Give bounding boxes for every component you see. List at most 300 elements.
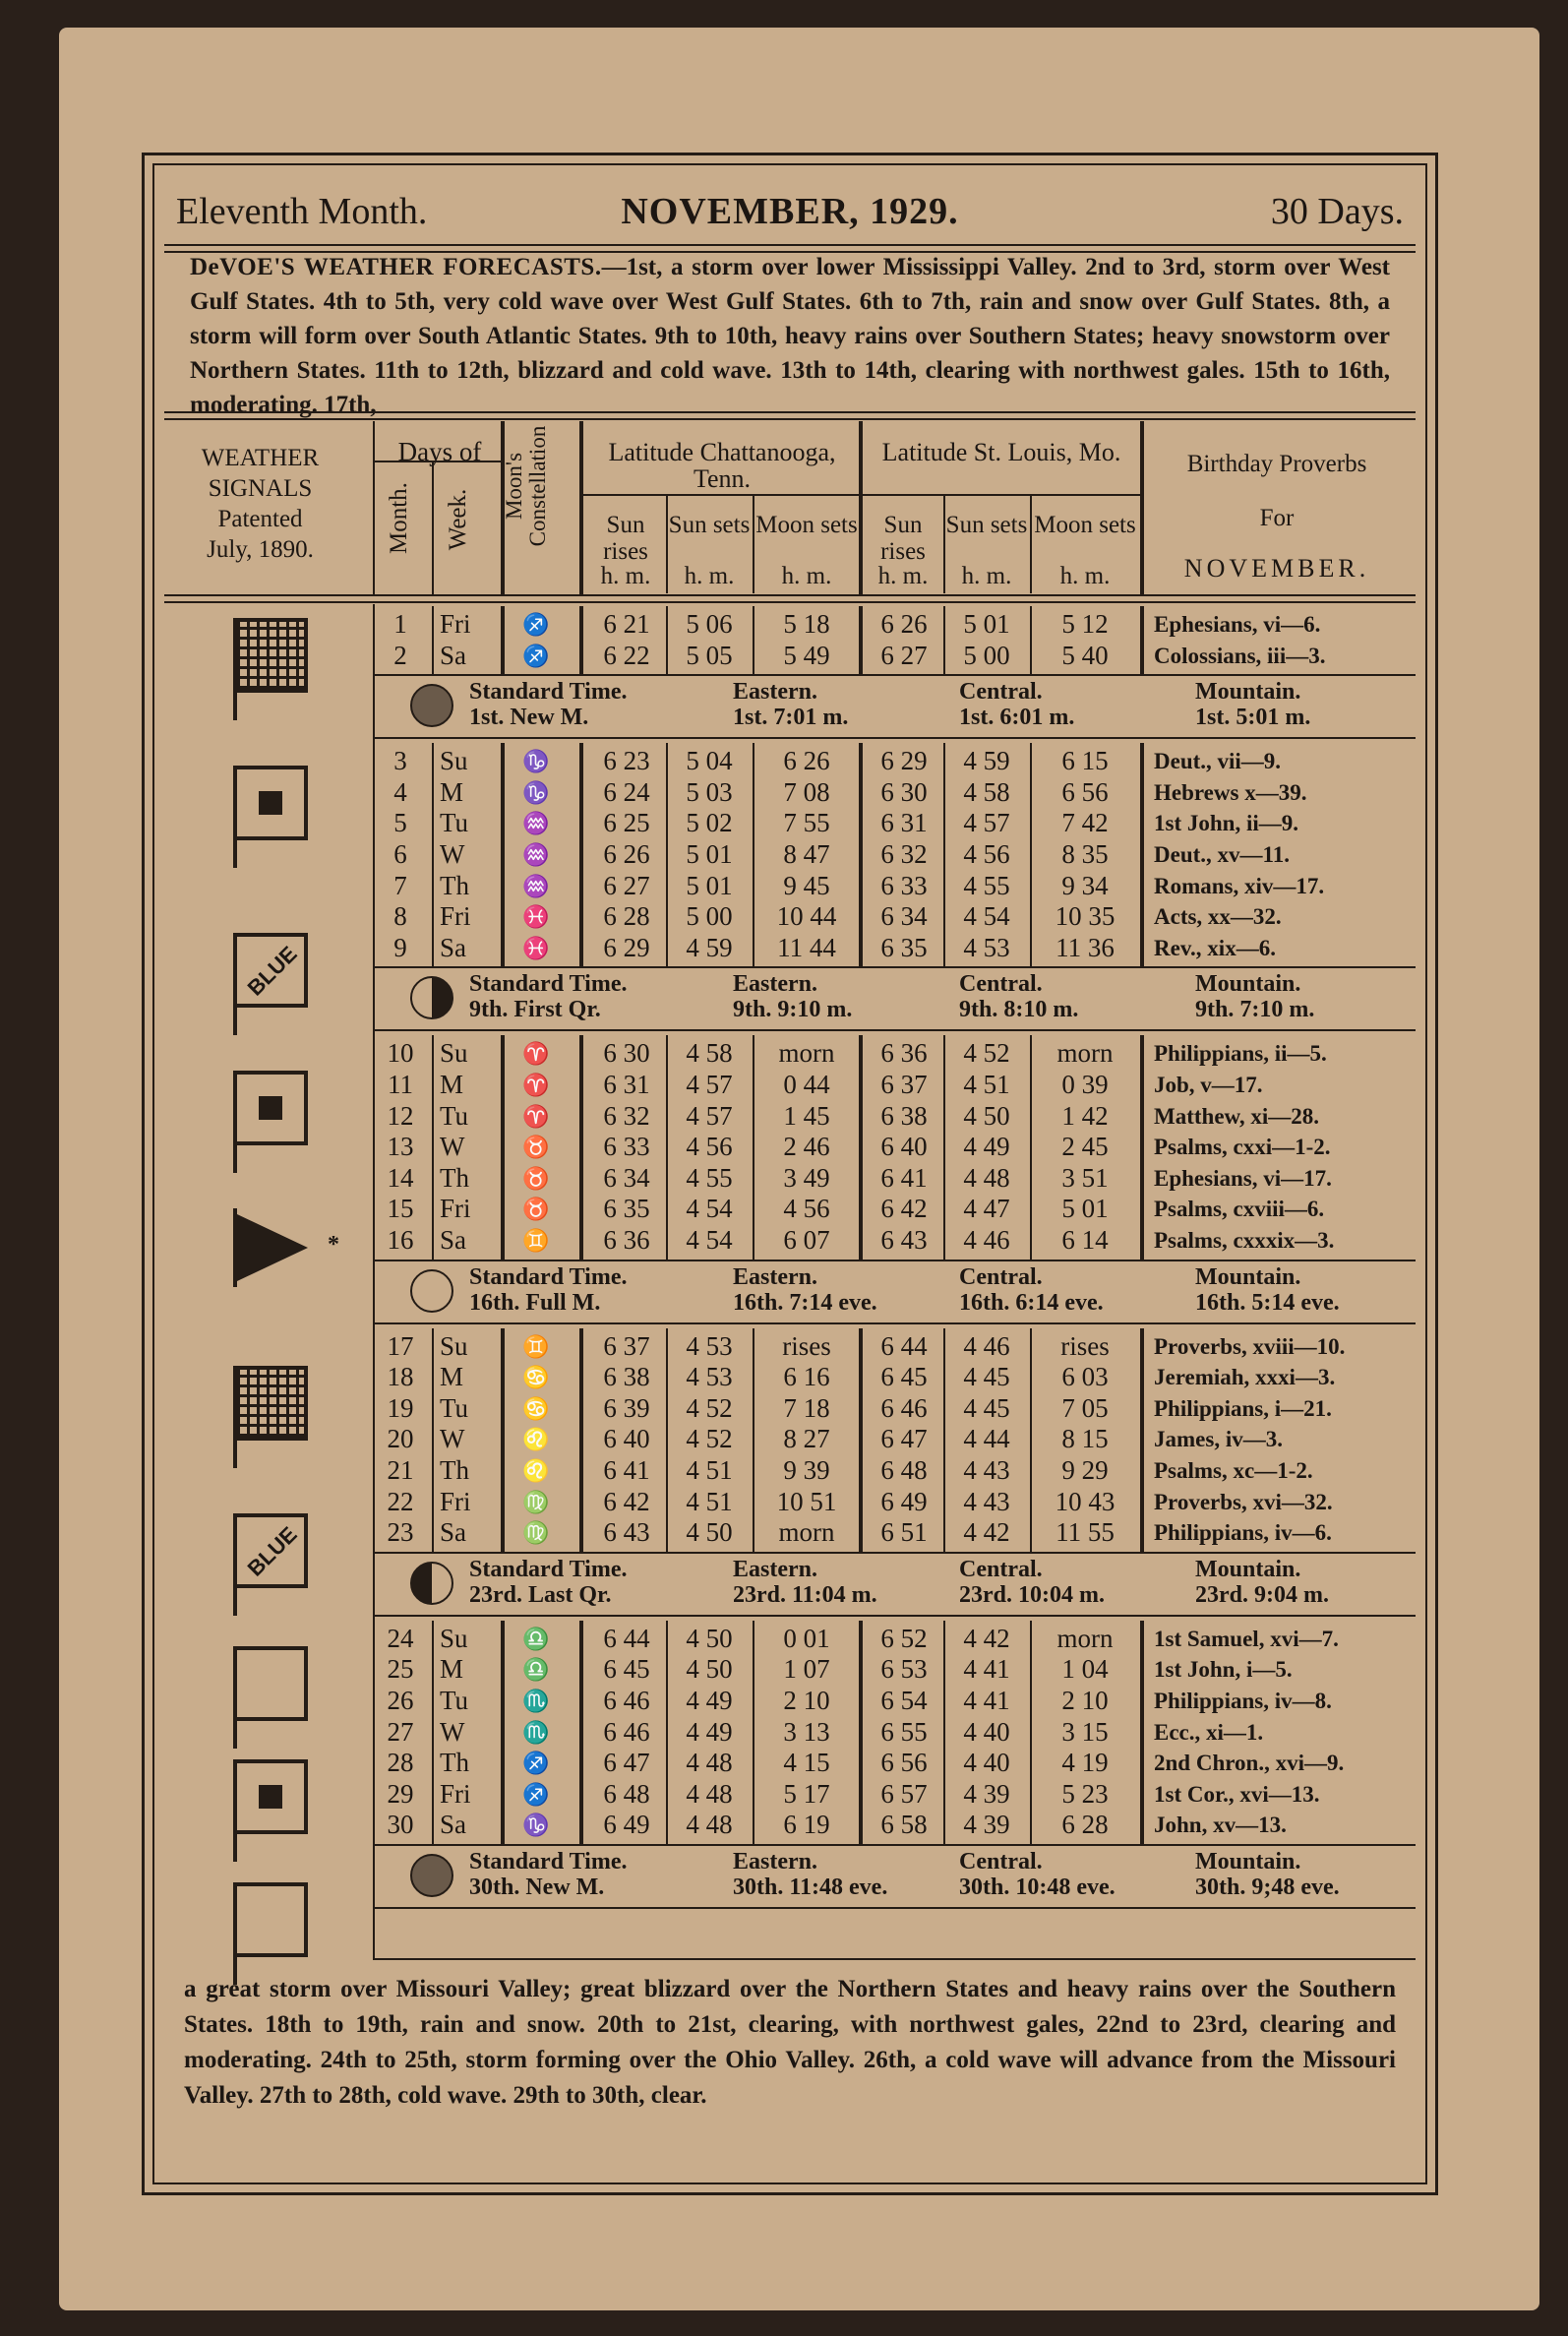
vline bbox=[432, 461, 434, 594]
vline bbox=[666, 495, 668, 593]
time-cell: morn bbox=[1056, 1038, 1114, 1069]
day-of-month: 10 bbox=[387, 1038, 414, 1069]
table-row bbox=[154, 610, 1425, 639]
day-of-month: 15 bbox=[387, 1194, 414, 1224]
day-of-week: Th bbox=[440, 1748, 469, 1778]
signals-label-4: July, 1890. bbox=[207, 536, 314, 563]
hm-1: h. m. bbox=[600, 563, 651, 589]
time-cell: 6 48 bbox=[880, 1455, 928, 1485]
phase-bottom-rule bbox=[373, 1322, 1416, 1324]
header-days: 30 Days. bbox=[1270, 191, 1404, 232]
time-cell: 6 26 bbox=[603, 839, 650, 869]
birthday-proverb: Psalms, cxxxix—3. bbox=[1154, 1228, 1335, 1253]
column-rule bbox=[1030, 743, 1032, 966]
table-row bbox=[154, 1394, 1425, 1423]
day-of-week: Su bbox=[440, 1330, 468, 1361]
table-row bbox=[154, 1687, 1425, 1715]
time-cell: 4 58 bbox=[686, 1038, 733, 1069]
time-cell: 5 00 bbox=[963, 640, 1010, 670]
time-cell: 0 01 bbox=[783, 1623, 830, 1653]
birthday-proverb: Ephesians, vi—6. bbox=[1154, 612, 1321, 637]
column-rule bbox=[432, 606, 434, 674]
column-rule bbox=[859, 1035, 863, 1259]
time-cell: 6 30 bbox=[603, 1038, 650, 1069]
day-of-month: 16 bbox=[387, 1225, 414, 1255]
table-row bbox=[154, 1071, 1425, 1099]
birthday-proverb: Psalms, xc—1-2. bbox=[1154, 1458, 1313, 1483]
day-of-month: 26 bbox=[387, 1686, 414, 1715]
time-cell: 4 54 bbox=[686, 1194, 733, 1224]
time-cell: 6 25 bbox=[603, 808, 650, 838]
column-rule bbox=[943, 606, 945, 674]
phase-time-e2: 30th. 11:48 eve. bbox=[733, 1875, 888, 1900]
time-cell: 4 48 bbox=[963, 1162, 1010, 1193]
time-cell: 2 45 bbox=[1061, 1132, 1109, 1162]
time-cell: 4 42 bbox=[963, 1623, 1010, 1653]
vline bbox=[373, 421, 375, 594]
vline bbox=[501, 421, 505, 594]
day-of-month: 2 bbox=[393, 640, 407, 670]
birthday-proverb: Hebrews x—39. bbox=[1154, 779, 1307, 805]
time-cell: 4 52 bbox=[963, 1038, 1010, 1069]
phase-top-rule bbox=[373, 1844, 1416, 1846]
vline bbox=[1030, 495, 1032, 593]
day-of-week: W bbox=[440, 1132, 465, 1162]
day-of-month: 29 bbox=[387, 1778, 414, 1809]
column-rule bbox=[1140, 1035, 1144, 1259]
time-cell: 8 35 bbox=[1061, 839, 1109, 869]
time-cell: 4 49 bbox=[963, 1132, 1010, 1162]
column-rule bbox=[666, 1035, 668, 1259]
time-cell: 6 40 bbox=[880, 1132, 928, 1162]
blue-flag-label: BLUE bbox=[242, 1521, 302, 1581]
proverbs-month: NOVEMBER. bbox=[1183, 554, 1370, 583]
time-cell: 4 52 bbox=[686, 1424, 733, 1454]
page-header bbox=[176, 190, 1404, 233]
birthday-proverb: Jeremiah, xxxi—3. bbox=[1154, 1365, 1336, 1390]
time-cell: 6 27 bbox=[603, 870, 650, 900]
time-cell: 1 07 bbox=[783, 1654, 830, 1685]
time-cell: 4 39 bbox=[963, 1810, 1010, 1840]
phase-time-c1: Central. bbox=[959, 679, 1043, 706]
phase-time-c1: Central. bbox=[959, 1263, 1043, 1290]
day-of-week: Th bbox=[440, 1455, 469, 1485]
day-of-month: 17 bbox=[387, 1330, 414, 1361]
day-of-week: Fri bbox=[440, 609, 471, 639]
sunrise-header-1: Sun rises bbox=[603, 512, 648, 565]
time-cell: 6 38 bbox=[880, 1100, 928, 1131]
flag-pole bbox=[233, 1517, 237, 1616]
phase-time-l2: 23rd. Last Qr. bbox=[469, 1581, 612, 1608]
weather-signal-flag bbox=[233, 1882, 308, 1957]
phase-time-c2: 1st. 6:01 m. bbox=[959, 705, 1075, 731]
phase-time-c1: Central. bbox=[959, 971, 1043, 998]
time-cell: 6 58 bbox=[880, 1810, 928, 1840]
table-row bbox=[154, 809, 1425, 837]
column-rule bbox=[432, 1328, 434, 1552]
moon-constellation-icon: ♊ bbox=[522, 1333, 550, 1359]
vline bbox=[753, 495, 754, 593]
flag-pole bbox=[233, 1075, 237, 1173]
phase-time-l2: 1st. New M. bbox=[469, 705, 589, 731]
proverbs-for: For bbox=[1259, 505, 1295, 531]
day-of-week: Sa bbox=[440, 1810, 466, 1840]
time-cell: 11 55 bbox=[1055, 1517, 1115, 1548]
day-of-week: Sa bbox=[440, 932, 466, 962]
birthday-proverb: Philippians, iv—8. bbox=[1154, 1689, 1332, 1713]
moon-phase-band bbox=[379, 1848, 1416, 1903]
time-cell: 4 42 bbox=[963, 1517, 1010, 1548]
table-row bbox=[154, 642, 1425, 670]
phase-time-m2: 23rd. 9:04 m. bbox=[1195, 1581, 1329, 1608]
vline bbox=[1140, 421, 1144, 594]
column-header-rule bbox=[164, 594, 1416, 603]
time-cell: 8 15 bbox=[1061, 1424, 1109, 1454]
time-cell: 6 21 bbox=[603, 609, 650, 639]
birthday-proverb: Job, v—17. bbox=[1154, 1073, 1263, 1097]
time-cell: 6 14 bbox=[1061, 1225, 1109, 1255]
column-rule bbox=[943, 1328, 945, 1552]
day-of-month: 13 bbox=[387, 1132, 414, 1162]
day-of-month: 23 bbox=[387, 1517, 414, 1548]
birthday-proverb: Deut., vii—9. bbox=[1154, 749, 1282, 774]
table-row bbox=[154, 747, 1425, 775]
birthday-proverb: Ecc., xi—1. bbox=[1154, 1719, 1264, 1745]
column-rule bbox=[859, 1328, 863, 1552]
phase-time-e1: Eastern. bbox=[733, 1556, 817, 1582]
time-cell: 3 49 bbox=[783, 1162, 830, 1193]
column-rule bbox=[753, 1328, 754, 1552]
moon-constellation-icon: ♏ bbox=[522, 1719, 550, 1745]
time-cell: 5 04 bbox=[686, 746, 733, 776]
moon-constellation-icon: ♒ bbox=[522, 873, 550, 898]
moon-constellation-icon: ♓ bbox=[522, 935, 550, 960]
time-cell: 4 54 bbox=[963, 901, 1010, 932]
day-of-week: M bbox=[440, 1070, 464, 1099]
sunset-header-2: Sun sets bbox=[945, 512, 1028, 538]
time-cell: 6 29 bbox=[880, 746, 928, 776]
phase-time-c2: 9th. 8:10 m. bbox=[959, 997, 1079, 1023]
table-row bbox=[154, 934, 1425, 962]
time-cell: 5 03 bbox=[686, 776, 733, 807]
time-cell: 4 54 bbox=[686, 1225, 733, 1255]
time-cell: 6 34 bbox=[880, 901, 928, 932]
moon-constellation-icon: ♑ bbox=[522, 1813, 550, 1838]
time-cell: 6 29 bbox=[603, 932, 650, 962]
time-cell: 6 33 bbox=[603, 1132, 650, 1162]
birthday-proverb: Romans, xiv—17. bbox=[1154, 873, 1325, 898]
table-row bbox=[154, 778, 1425, 807]
flag-pole bbox=[233, 1370, 237, 1468]
column-rule bbox=[666, 606, 668, 674]
time-cell: 4 40 bbox=[963, 1748, 1010, 1778]
sunrise-header-2: Sun rises bbox=[880, 512, 926, 565]
weather-signal-flag bbox=[233, 1513, 308, 1588]
weather-forecast-text bbox=[190, 250, 1390, 422]
time-cell: 4 57 bbox=[686, 1070, 733, 1099]
time-cell: 8 47 bbox=[783, 839, 830, 869]
time-cell: 5 06 bbox=[686, 609, 733, 639]
column-rule bbox=[1030, 1328, 1032, 1552]
phase-top-rule bbox=[373, 674, 1416, 676]
time-cell: 4 48 bbox=[686, 1778, 733, 1809]
time-cell: 7 55 bbox=[783, 808, 830, 838]
time-cell: 6 26 bbox=[880, 609, 928, 639]
time-cell: 5 05 bbox=[686, 640, 733, 670]
day-of-week: Fri bbox=[440, 901, 471, 932]
day-of-month: 14 bbox=[387, 1162, 414, 1193]
moon-constellation-icon: ♐ bbox=[522, 612, 550, 637]
column-rule bbox=[501, 606, 505, 674]
time-cell: morn bbox=[1056, 1623, 1114, 1653]
table-row bbox=[154, 1332, 1425, 1361]
birthday-proverb: Ephesians, vi—17. bbox=[1154, 1165, 1332, 1191]
day-of-month: 28 bbox=[387, 1748, 414, 1778]
days-of-header: Days of bbox=[397, 437, 482, 466]
moon-constellation-icon: ♉ bbox=[522, 1165, 550, 1191]
table-row bbox=[154, 1425, 1425, 1453]
time-cell: 4 53 bbox=[963, 932, 1010, 962]
time-cell: 6 41 bbox=[603, 1455, 650, 1485]
time-cell: 6 24 bbox=[603, 776, 650, 807]
phase-top-rule bbox=[373, 966, 1416, 968]
hline bbox=[579, 494, 1140, 496]
time-cell: 9 29 bbox=[1061, 1455, 1109, 1485]
time-cell: morn bbox=[778, 1517, 835, 1548]
column-rule bbox=[501, 1328, 505, 1552]
time-cell: 9 34 bbox=[1061, 870, 1109, 900]
day-of-week: Fri bbox=[440, 1778, 471, 1809]
moon-constellation-icon: ♑ bbox=[522, 749, 550, 774]
day-of-month: 21 bbox=[387, 1455, 414, 1485]
time-cell: 6 57 bbox=[880, 1778, 928, 1809]
table-row bbox=[154, 1780, 1425, 1809]
column-rule bbox=[753, 743, 754, 966]
day-of-week: Sa bbox=[440, 1225, 466, 1255]
time-cell: 6 52 bbox=[880, 1623, 928, 1653]
time-cell: 4 59 bbox=[686, 932, 733, 962]
day-of-month: 4 bbox=[393, 776, 407, 807]
moon-constellation-header: Moon's Constellation bbox=[502, 425, 550, 547]
time-cell: 5 23 bbox=[1061, 1778, 1109, 1809]
column-rule bbox=[943, 1621, 945, 1844]
time-cell: 0 39 bbox=[1061, 1070, 1109, 1099]
hm-5: h. m. bbox=[961, 563, 1012, 589]
time-cell: 4 56 bbox=[963, 839, 1010, 869]
time-cell: 8 27 bbox=[783, 1424, 830, 1454]
moon-phase-band bbox=[379, 970, 1416, 1025]
column-rule bbox=[579, 606, 583, 674]
day-of-week: Su bbox=[440, 1623, 468, 1653]
time-cell: 6 43 bbox=[880, 1225, 928, 1255]
day-of-week: M bbox=[440, 1362, 464, 1392]
column-rule bbox=[432, 1621, 434, 1844]
time-cell: 1 45 bbox=[783, 1100, 830, 1131]
birthday-proverb: Psalms, cxviii—6. bbox=[1154, 1197, 1325, 1222]
column-rule bbox=[859, 1621, 863, 1844]
time-cell: 5 49 bbox=[783, 640, 830, 670]
time-cell: 2 10 bbox=[783, 1686, 830, 1715]
month-header: Month. bbox=[386, 482, 412, 554]
day-of-week: Su bbox=[440, 746, 468, 776]
table-row bbox=[154, 1039, 1425, 1068]
birthday-proverb: James, iv—3. bbox=[1154, 1427, 1283, 1452]
birthday-proverb: Psalms, cxxi—1-2. bbox=[1154, 1135, 1331, 1160]
table-row bbox=[154, 1488, 1425, 1516]
table-row bbox=[154, 1195, 1425, 1223]
time-cell: 6 44 bbox=[880, 1330, 928, 1361]
phase-bottom-rule bbox=[373, 1615, 1416, 1617]
column-rule bbox=[1140, 1328, 1144, 1552]
moon-constellation-icon: ♏ bbox=[522, 1689, 550, 1713]
day-of-week: M bbox=[440, 1654, 464, 1685]
time-cell: 4 51 bbox=[686, 1455, 733, 1485]
time-cell: 4 51 bbox=[963, 1070, 1010, 1099]
time-cell: 10 35 bbox=[1055, 901, 1116, 932]
time-cell: 2 46 bbox=[783, 1132, 830, 1162]
forecast-body: —1st, a storm over lower Mississippi Valley. 2nd to 3rd, storm over West Gulf States. 4th to 5th, very cold wave over West Gulf States. 6th to 7th, rain and snow over Gulf States. 8th, a storm will form over South Atlantic States. 9th to 10th, heavy rains over Southern States; heavy snowstorm over Northern States. 11th to 12th, blizzard and cold wave. 13th to 14th, clearing with northwest gales. 15th to 16th, moderating. 17th, bbox=[190, 254, 1391, 418]
day-of-month: 9 bbox=[393, 932, 407, 962]
phase-time-l2: 9th. First Qr. bbox=[469, 997, 601, 1023]
time-cell: 4 50 bbox=[686, 1654, 733, 1685]
time-cell: 6 39 bbox=[603, 1392, 650, 1423]
phase-time-l2: 30th. New M. bbox=[469, 1875, 605, 1900]
time-cell: 6 32 bbox=[603, 1100, 650, 1131]
phase-time-m1: Mountain. bbox=[1195, 1556, 1301, 1582]
signals-label-1: WEATHER bbox=[201, 445, 320, 471]
time-cell: 6 55 bbox=[880, 1716, 928, 1747]
day-of-week: W bbox=[440, 1716, 465, 1747]
time-cell: 6 31 bbox=[880, 808, 928, 838]
time-cell: 6 47 bbox=[880, 1424, 928, 1454]
moon-constellation-icon: ♎ bbox=[522, 1657, 550, 1683]
header-month-number: Eleventh Month. bbox=[176, 191, 428, 232]
day-of-month: 19 bbox=[387, 1392, 414, 1423]
time-cell: 7 05 bbox=[1061, 1392, 1109, 1423]
time-cell: 5 02 bbox=[686, 808, 733, 838]
time-cell: 4 59 bbox=[963, 746, 1010, 776]
birthday-proverb: Colossians, iii—3. bbox=[1154, 643, 1326, 668]
column-rule bbox=[859, 606, 863, 674]
day-of-week: Fri bbox=[440, 1486, 471, 1516]
flag-pole bbox=[233, 769, 237, 868]
moon-constellation-icon: ♐ bbox=[522, 1781, 550, 1807]
time-cell: 4 53 bbox=[686, 1362, 733, 1392]
column-rule bbox=[501, 1035, 505, 1259]
time-cell: 4 55 bbox=[686, 1162, 733, 1193]
page-frame bbox=[142, 153, 1438, 2195]
day-of-month: 27 bbox=[387, 1716, 414, 1747]
table-row bbox=[154, 1718, 1425, 1747]
forecast-rule bbox=[164, 411, 1416, 420]
table-row bbox=[154, 1749, 1425, 1777]
phase-time-l1: Standard Time. bbox=[469, 1263, 628, 1290]
flag-pole bbox=[233, 1886, 237, 1985]
time-cell: 6 33 bbox=[880, 870, 928, 900]
phase-time-m1: Mountain. bbox=[1195, 971, 1301, 998]
moon-constellation-icon: ♒ bbox=[522, 811, 550, 836]
table-row bbox=[154, 1811, 1425, 1839]
column-rule bbox=[501, 1621, 505, 1844]
column-rule bbox=[943, 743, 945, 966]
moon-constellation-icon: ♉ bbox=[522, 1197, 550, 1222]
time-cell: 4 41 bbox=[963, 1686, 1010, 1715]
hm-6: h. m. bbox=[1059, 563, 1111, 589]
moon-constellation-icon: ♑ bbox=[522, 779, 550, 805]
moon-phase-band bbox=[379, 678, 1416, 733]
table-left-rule bbox=[373, 604, 375, 1958]
day-of-month: 25 bbox=[387, 1654, 414, 1685]
time-cell: 6 49 bbox=[880, 1486, 928, 1516]
phase-time-m2: 30th. 9;48 eve. bbox=[1195, 1875, 1340, 1900]
hm-2: h. m. bbox=[684, 563, 735, 589]
day-of-month: 18 bbox=[387, 1362, 414, 1392]
time-cell: 6 47 bbox=[603, 1748, 650, 1778]
day-of-month: 6 bbox=[393, 839, 407, 869]
birthday-proverb: Acts, xx—32. bbox=[1154, 904, 1282, 930]
time-cell: 4 57 bbox=[963, 808, 1010, 838]
time-cell: 5 17 bbox=[783, 1778, 830, 1809]
birthday-proverb: Rev., xix—6. bbox=[1154, 935, 1276, 960]
column-rule bbox=[753, 606, 754, 674]
column-rule bbox=[753, 1621, 754, 1844]
time-cell: 4 45 bbox=[963, 1362, 1010, 1392]
day-of-week: Tu bbox=[440, 1392, 469, 1423]
time-cell: 6 22 bbox=[603, 640, 650, 670]
time-cell: 6 46 bbox=[880, 1392, 928, 1423]
phase-time-e2: 16th. 7:14 eve. bbox=[733, 1289, 877, 1316]
column-rule bbox=[1030, 1621, 1032, 1844]
flag-pole bbox=[233, 937, 237, 1035]
time-cell: 4 47 bbox=[963, 1194, 1010, 1224]
time-cell: 6 48 bbox=[603, 1778, 650, 1809]
time-cell: 6 34 bbox=[603, 1162, 650, 1193]
column-rule bbox=[666, 1621, 668, 1844]
moon-constellation-icon: ♊ bbox=[522, 1228, 550, 1253]
phase-time-m2: 9th. 7:10 m. bbox=[1195, 997, 1315, 1023]
star-mark: * bbox=[328, 1232, 339, 1258]
phase-time-c2: 30th. 10:48 eve. bbox=[959, 1875, 1116, 1900]
moon-constellation-icon: ♐ bbox=[522, 643, 550, 668]
phase-time-e2: 23rd. 11:04 m. bbox=[733, 1581, 877, 1608]
phase-time-l1: Standard Time. bbox=[469, 1849, 628, 1875]
phase-time-c1: Central. bbox=[959, 1556, 1043, 1582]
time-cell: 6 07 bbox=[783, 1225, 830, 1255]
day-of-week: Tu bbox=[440, 1686, 469, 1715]
time-cell: 6 56 bbox=[880, 1748, 928, 1778]
column-rule bbox=[579, 743, 583, 966]
time-cell: 4 43 bbox=[963, 1486, 1010, 1516]
time-cell: 6 38 bbox=[603, 1362, 650, 1392]
time-cell: 6 35 bbox=[603, 1194, 650, 1224]
signals-header bbox=[154, 443, 366, 565]
birthday-proverb: 2nd Chron., xvi—9. bbox=[1154, 1751, 1345, 1776]
time-cell: 6 49 bbox=[603, 1810, 650, 1840]
time-cell: 4 50 bbox=[686, 1517, 733, 1548]
time-cell: 4 41 bbox=[963, 1654, 1010, 1685]
phase-top-rule bbox=[373, 1260, 1416, 1261]
signals-label-3: Patented bbox=[217, 506, 303, 532]
time-cell: 10 43 bbox=[1055, 1486, 1116, 1516]
moon-constellation-icon: ♍ bbox=[522, 1520, 550, 1546]
time-cell: 6 15 bbox=[1061, 746, 1109, 776]
phase-time-m1: Mountain. bbox=[1195, 1263, 1301, 1290]
column-rule bbox=[1030, 606, 1032, 674]
column-rule bbox=[1140, 606, 1144, 674]
time-cell: 4 19 bbox=[1061, 1748, 1109, 1778]
time-cell: 4 49 bbox=[686, 1716, 733, 1747]
table-row bbox=[154, 1226, 1425, 1255]
